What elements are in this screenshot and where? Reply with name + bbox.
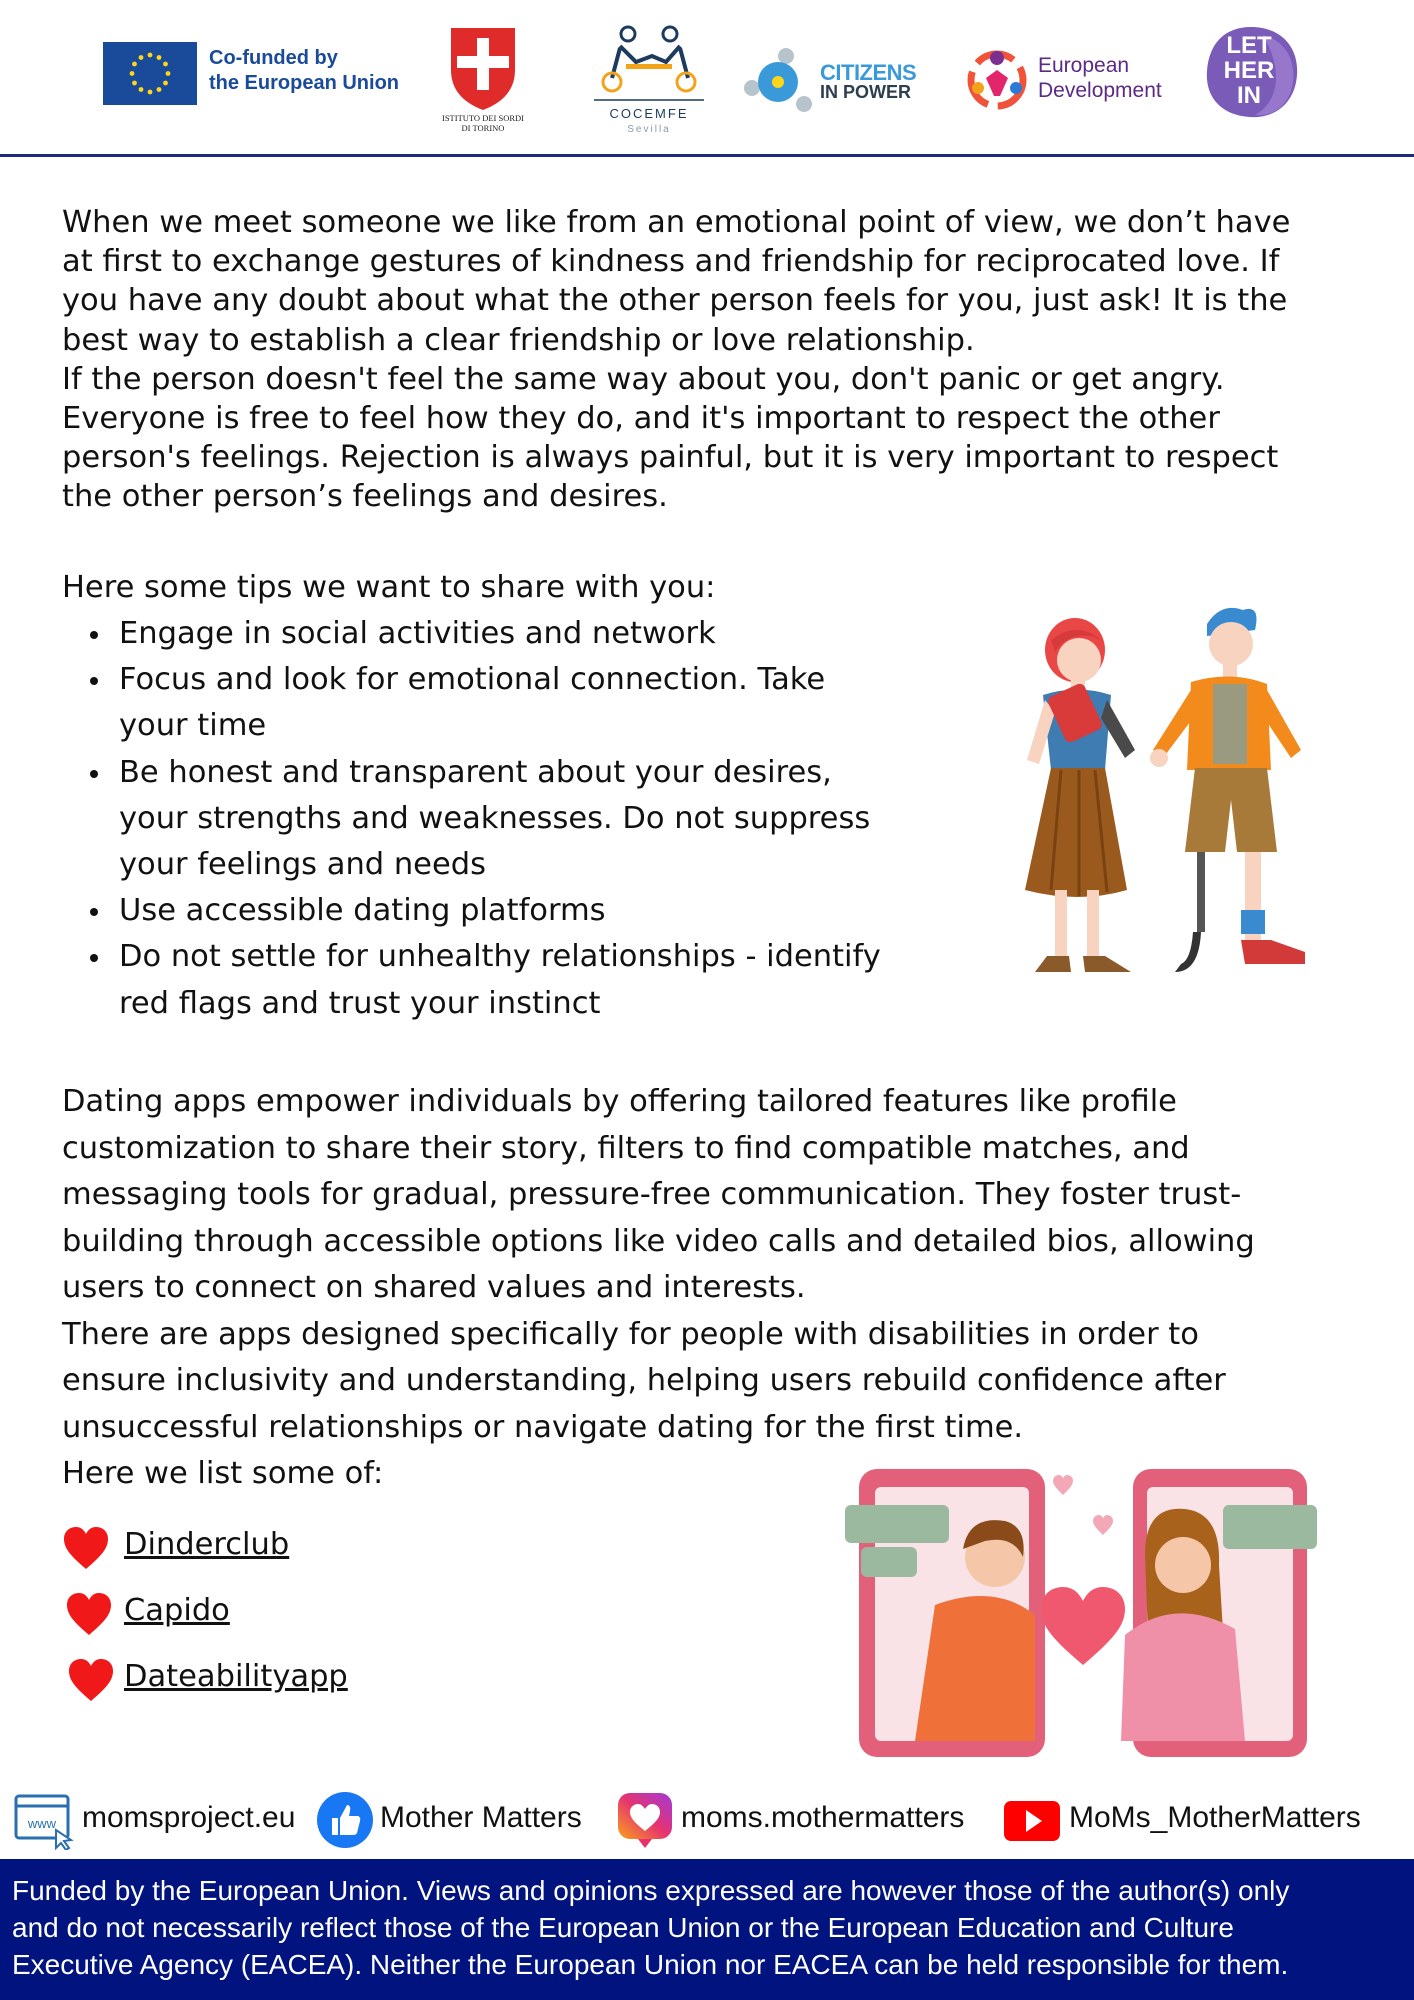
intro-line: person's feelings. Rejection is always painful, but it is very important to respect <box>62 440 1279 476</box>
intro-line: best way to establish a clear friendship or love relationship. <box>62 322 975 358</box>
disclaimer-text <box>12 1872 1402 1983</box>
apps-line: building through accessible options like video calls and detailed bios, allowing <box>62 1223 1255 1259</box>
tip-item <box>62 934 942 1026</box>
heart-icon <box>65 1591 113 1639</box>
tip-line: your time <box>119 708 267 744</box>
apps-line: Dating apps empower individuals by offering tailored features like profile <box>62 1084 1177 1119</box>
capido-link[interactable]: Capido <box>124 1593 230 1628</box>
partner-logo-let-her-in <box>1203 25 1301 120</box>
cocemfe-name: COCEMFE <box>609 106 689 121</box>
youtube-icon <box>1002 1791 1062 1849</box>
facebook-label[interactable]: Mother Matters <box>380 1801 582 1834</box>
disclaimer-line: and do not necessarily reflect those of the European Union or the European Education and Culture <box>12 1912 1234 1943</box>
lether-text-1: LET <box>1226 32 1272 59</box>
partner-logo-cocemfe <box>590 22 708 138</box>
disclaimer-line: Funded by the European Union. Views and opinions expressed are however those of the author(s) only <box>12 1875 1290 1906</box>
sordi-caption-2: DI TORINO <box>461 123 505 133</box>
tip-item <box>62 750 942 889</box>
eu-text-line1: Co-funded by <box>209 47 338 69</box>
intro-line: When we meet someone we like from an emotional point of view, we don’t have <box>62 205 1291 240</box>
tip-item <box>62 657 942 749</box>
people-at-table-icon <box>590 22 708 104</box>
couple-walking-illustration <box>955 600 1355 985</box>
intro-line: Everyone is free to feel how they do, and it's important to respect the other <box>62 401 1220 437</box>
citizens-text-2: IN POWER <box>820 82 912 102</box>
eu-cofunded-label <box>209 46 424 96</box>
tip-item <box>62 888 942 934</box>
partner-logo-citizens-in-power <box>742 44 922 116</box>
tip-line: your feelings and needs <box>119 847 486 883</box>
instagram-label[interactable]: moms.mothermatters <box>681 1801 965 1834</box>
heart-icon <box>67 1657 115 1705</box>
tip-line: red flags and trust your instinct <box>119 985 601 1021</box>
eurodev-text-1: European <box>1038 54 1130 77</box>
apps-line: unsuccessful relationships or navigate dating for the first time. <box>62 1409 1024 1445</box>
dateabilityapp-link[interactable]: Dateabilityapp <box>124 1659 348 1694</box>
tips-heading: Here some tips we want to share with you: <box>62 570 716 605</box>
intro-paragraph <box>62 203 1362 517</box>
svg-text:www: www <box>27 1816 57 1831</box>
sordi-caption-1: ISTITUTO DEI SORDI <box>441 113 524 123</box>
disclaimer-line: Executive Agency (EACEA). Neither the European Union nor EACEA can be held responsible for them. <box>12 1949 1289 1980</box>
tip-item <box>62 611 942 657</box>
funding-disclaimer-footer <box>0 1859 1414 2000</box>
apps-line: messaging tools for gradual, pressure-free communication. They foster trust- <box>62 1177 1242 1212</box>
dating-apps-paragraph <box>62 1079 1362 1498</box>
heart-icon <box>62 1525 110 1573</box>
tip-line: Use accessible dating platforms <box>119 893 606 929</box>
shield-icon <box>437 24 529 112</box>
dinderclub-link[interactable]: Dinderclub <box>124 1527 290 1562</box>
tip-line: Focus and look for emotional connection. Take <box>119 662 826 698</box>
apps-line: customization to share their story, filters to find compatible matches, and <box>62 1130 1190 1166</box>
tips-list <box>62 611 942 1027</box>
intro-line: the other person’s feelings and desires. <box>62 479 668 515</box>
citizens-text-1: CITIZENS <box>820 60 917 85</box>
apps-line: Here we list some of: <box>62 1456 384 1491</box>
lether-text-3: IN <box>1237 82 1261 109</box>
web-icon <box>14 1792 76 1850</box>
page-header <box>0 0 1414 157</box>
tip-line: Do not settle for unhealthy relationships - identify <box>119 939 881 975</box>
lether-text-2: HER <box>1223 57 1275 84</box>
people-circle-icon <box>964 44 1030 112</box>
partner-logo-european-development <box>964 44 1184 114</box>
eu-text-line2: the European Union <box>209 72 399 94</box>
website-label[interactable]: momsproject.eu <box>82 1801 296 1834</box>
social-links-bar <box>0 1790 1414 1850</box>
instagram-icon <box>616 1791 676 1849</box>
cocemfe-city: Sevilla <box>627 124 671 135</box>
tip-line: your strengths and weaknesses. Do not suppress <box>119 800 871 836</box>
eurodev-text-2: Development <box>1038 79 1162 102</box>
tip-line: Engage in social activities and network <box>119 616 716 651</box>
tip-line: Be honest and transparent about your desires, <box>119 754 832 790</box>
citizens-network-icon <box>742 44 816 116</box>
eu-flag-icon <box>103 42 197 105</box>
intro-line: you have any doubt about what the other person feels for you, just ask! It is the <box>62 283 1288 319</box>
online-dating-phones-illustration <box>845 1465 1320 1760</box>
apps-line: There are apps designed specifically for people with disabilities in order to <box>62 1316 1199 1352</box>
thumbs-up-icon <box>316 1791 374 1849</box>
partner-logo-sordi <box>437 24 529 136</box>
apps-line: users to connect on shared values and interests. <box>62 1270 806 1305</box>
youtube-label[interactable]: MoMs_MotherMatters <box>1069 1801 1361 1834</box>
apps-line: ensure inclusivity and understanding, helping users rebuild confidence after <box>62 1363 1226 1398</box>
intro-line: at first to exchange gestures of kindness and friendship for reciprocated love. If <box>62 244 1280 280</box>
intro-line: If the person doesn't feel the same way about you, don't panic or get angry. <box>62 361 1225 397</box>
